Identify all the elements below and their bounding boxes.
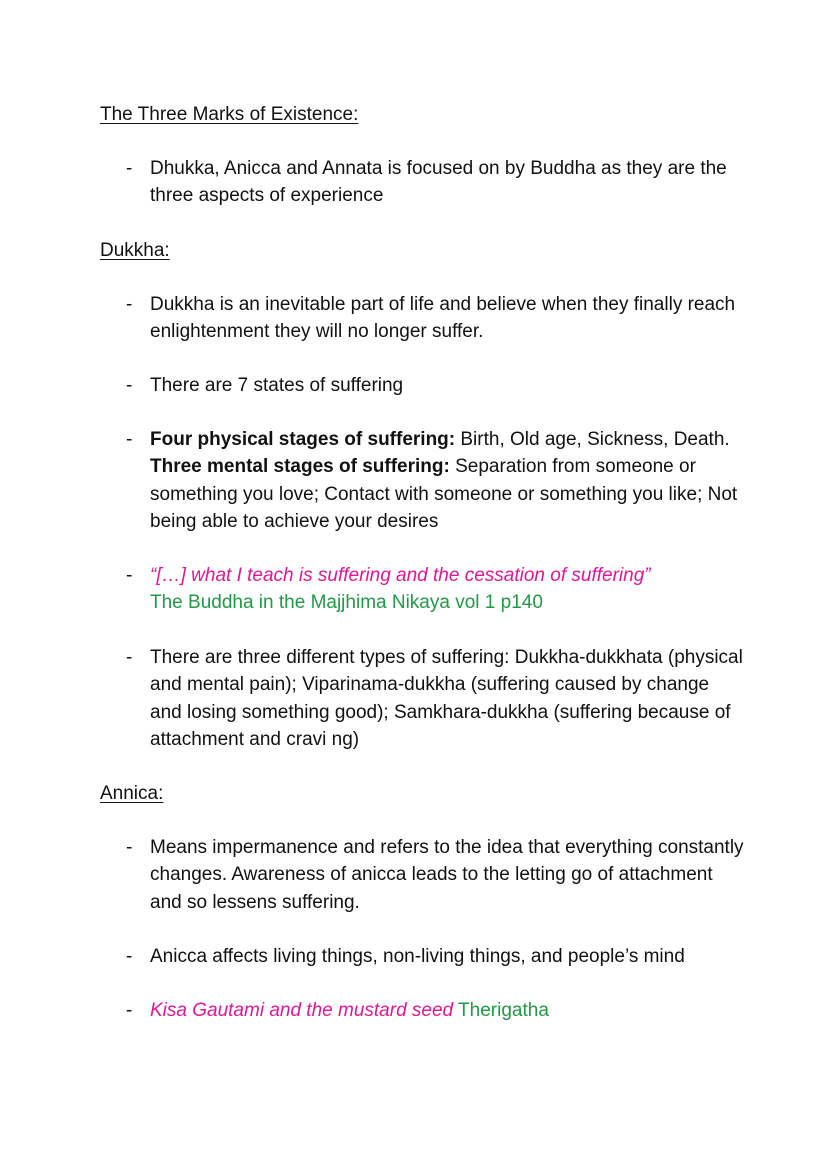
bullet-text: Means impermanence and refers to the idea that everything constantly changes. Awareness of anicca leads to the letting go of attachment and so lessens suffering. <box>150 837 744 913</box>
bullet-text <box>150 997 746 1024</box>
bullet-text <box>150 562 746 617</box>
bullet-dash: - <box>126 837 133 858</box>
bullet-dash: - <box>126 429 133 450</box>
bullet-text: Dhukka, Anicca and Annata is focused on by Buddha as they are the three aspects of experience <box>150 158 727 207</box>
bullet-dash: - <box>126 647 133 668</box>
bold-label-mental: Three mental stages of suffering: <box>150 456 450 478</box>
text-physical: Birth, Old age, Sickness, Death. <box>455 429 730 450</box>
text-mental: Separation from someone or something you love; Contact with someone or something you like; Not being able to achieve your desires <box>150 456 738 532</box>
bullet-dash: - <box>126 565 133 586</box>
bullet-dash: - <box>126 294 133 315</box>
heading-dukkha: Dukkha: <box>100 240 170 261</box>
bullet-text: Dukkha is an inevitable part of life and believe when they finally reach enlightenment they will no longer suffer. <box>150 294 736 343</box>
bullet-dash: - <box>126 946 133 967</box>
bold-label-physical: Four physical stages of suffering: <box>150 429 456 450</box>
story-source: Therigatha <box>458 1000 549 1021</box>
story-title: Kisa Gautami and the mustard seed <box>150 1000 454 1021</box>
list-item <box>126 943 746 970</box>
list-item <box>126 291 746 346</box>
heading-annica: Annica: <box>100 783 164 804</box>
bullet-dash: - <box>126 1000 133 1021</box>
list-item <box>126 997 746 1024</box>
bullet-dash: - <box>126 158 133 179</box>
bullet-text <box>150 426 746 535</box>
bullet-text: There are three different types of suffering: Dukkha-dukkhata (physical and mental pain); Viparinama-dukkha (suffering caused by change and losing something good); Samkhara-dukkha (suffering because of attachment and cravi ng) <box>150 647 743 750</box>
list-item <box>126 426 746 535</box>
bullet-text: There are 7 states of suffering <box>150 375 404 396</box>
bullet-dash: - <box>126 375 133 396</box>
list-item <box>126 155 746 210</box>
list-item <box>126 834 746 916</box>
quote-source: The Buddha in the Majjhima Nikaya vol 1 p140 <box>150 592 543 614</box>
heading-three-marks: The Three Marks of Existence: <box>100 104 359 125</box>
list-item <box>126 562 746 617</box>
bullet-text: Anicca affects living things, non-living things, and people’s mind <box>150 946 685 967</box>
list-item <box>126 644 746 753</box>
quote-text: “[…] what I teach is suffering and the cessation of suffering” <box>150 565 651 586</box>
list-item <box>126 372 746 399</box>
